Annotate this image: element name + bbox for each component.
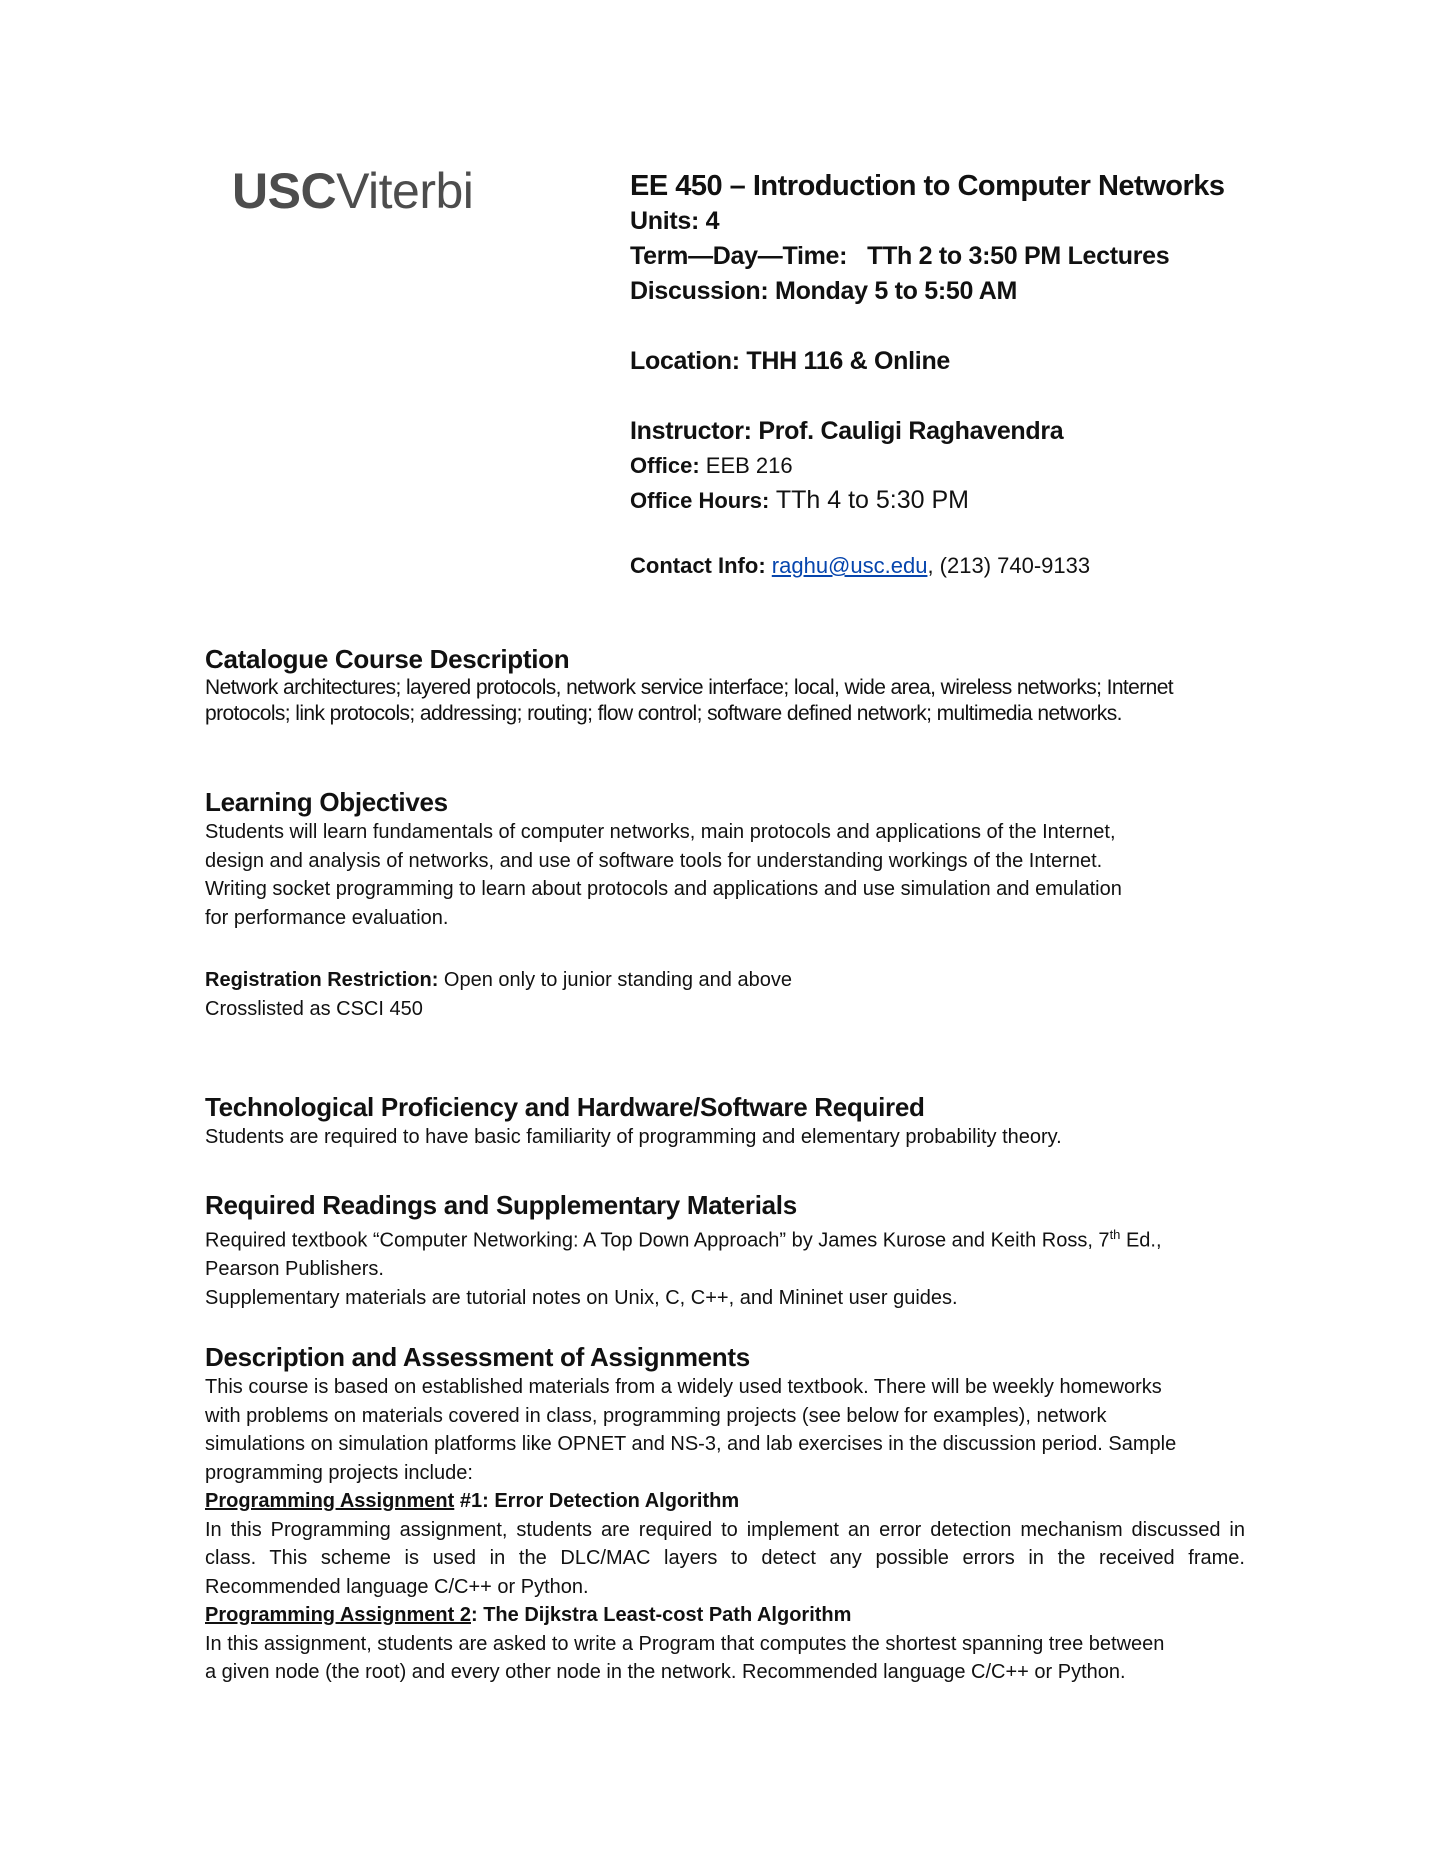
readings-section	[205, 1189, 1245, 1312]
objectives-line: design and analysis of networks, and use of software tools for understanding workings of the Internet.	[205, 849, 1103, 872]
instructor: Instructor: Prof. Cauligi Raghavendra	[630, 417, 1064, 445]
registration-label: Registration Restriction:	[205, 969, 439, 991]
usc-viterbi-logo	[232, 163, 474, 219]
assignments-line: simulations on simulation platforms like OPNET and NS-3, and lab exercises in the discussion period. Sample	[205, 1433, 1177, 1455]
contact-email-link[interactable]: raghu@usc.edu	[771, 553, 928, 578]
assignments-line: This course is based on established materials from a widely used textbook. There will be weekly homeworks	[205, 1376, 1162, 1398]
office-hours-value: TTh 4 to 5:30 PM	[769, 486, 969, 514]
discussion: Discussion: Monday 5 to 5:50 AM	[630, 277, 1018, 305]
objectives-line: Students will learn fundamentals of computer networks, main protocols and applications of the Internet,	[205, 821, 1116, 843]
tech-heading: Technological Proficiency and Hardware/Software Required	[205, 1092, 925, 1122]
assignment-2-heading	[205, 1601, 1245, 1630]
readings-line1-a: Required textbook “Computer Networking: A Top Down Approach” by James Kurose and Keith Ross, 7	[205, 1229, 1110, 1252]
assignment-1-label: Programming Assignment	[205, 1490, 455, 1512]
course-title: EE 450 – Introduction to Computer Networks	[630, 170, 1225, 202]
assignment-1-text: In this Programming assignment, students are required to implement an error detection mechanism discussed in class. This scheme is used in the DLC/MAC layers to detect any possible errors in the received frame. Recommended language C/C++ or Python.	[205, 1518, 1245, 1598]
office-label: Office:	[630, 453, 700, 478]
office-value: EEB 216	[699, 453, 793, 478]
assignment-2-title: : The Dijkstra Least-cost Path Algorithm	[470, 1604, 852, 1626]
registration-section	[205, 966, 1245, 1023]
objectives-heading: Learning Objectives	[205, 787, 448, 817]
logo-viterbi: Viterbi	[336, 163, 474, 219]
registration-restriction	[205, 966, 1245, 995]
crosslisted: Crosslisted as CSCI 450	[205, 997, 423, 1020]
assignment-2-label: Programming Assignment 2	[205, 1604, 471, 1626]
readings-line: Pearson Publishers.	[205, 1258, 384, 1281]
contact-label: Contact Info:	[630, 553, 766, 578]
catalogue-heading: Catalogue Course Description	[205, 644, 570, 674]
assignment-1-heading	[205, 1487, 1245, 1516]
readings-line1-b: Ed.,	[1120, 1229, 1162, 1252]
objectives-section	[205, 786, 1245, 932]
assignments-line: programming projects include:	[205, 1461, 473, 1484]
term-day-time: Term—Day—Time: TTh 2 to 3:50 PM Lectures	[630, 242, 1170, 270]
assignments-section	[205, 1341, 1245, 1687]
catalogue-section	[205, 643, 1215, 727]
contact-info	[630, 551, 1410, 581]
assignments-line: with problems on materials covered in class, programming projects (see below for examples), network	[205, 1404, 1107, 1427]
readings-line: Supplementary materials are tutorial notes on Unix, C, C++, and Mininet user guides.	[205, 1286, 958, 1309]
registration-value: Open only to junior standing and above	[438, 969, 792, 991]
assignment-2-line: In this assignment, students are asked to write a Program that computes the shortest spanning tree between	[205, 1632, 1165, 1655]
objectives-line: for performance evaluation.	[205, 906, 449, 929]
office-hours-label: Office Hours:	[630, 488, 770, 513]
location: Location: THH 116 & Online	[630, 347, 951, 375]
logo-usc: USC	[232, 163, 337, 219]
units: Units: 4	[630, 207, 720, 235]
office	[630, 449, 1410, 483]
objectives-line: Writing socket programming to learn about protocols and applications and use simulation and emulation	[205, 878, 1122, 900]
office-hours	[630, 483, 1410, 518]
course-header	[630, 168, 1410, 581]
assignments-heading: Description and Assessment of Assignments	[205, 1342, 750, 1372]
assignment-2-line: a given node (the root) and every other node in the network. Recommended language C/C++ or Python.	[205, 1661, 1126, 1683]
contact-phone: , (213) 740-9133	[927, 553, 1091, 578]
tech-text: Students are required to have basic familiarity of programming and elementary probability theory.	[205, 1126, 1062, 1148]
tech-section	[205, 1091, 1245, 1152]
assignment-1-title: #1: Error Detection Algorithm	[454, 1490, 740, 1512]
readings-heading: Required Readings and Supplementary Materials	[205, 1190, 797, 1220]
readings-line1-sup: th	[1109, 1227, 1121, 1242]
readings-line	[205, 1221, 1245, 1255]
catalogue-text: Network architectures; layered protocols, network service interface; local, wide area, wireless networks; Internet protocols; link protocols; addressing; routing; flow control; software defined network; multimedia networks.	[205, 676, 1174, 725]
